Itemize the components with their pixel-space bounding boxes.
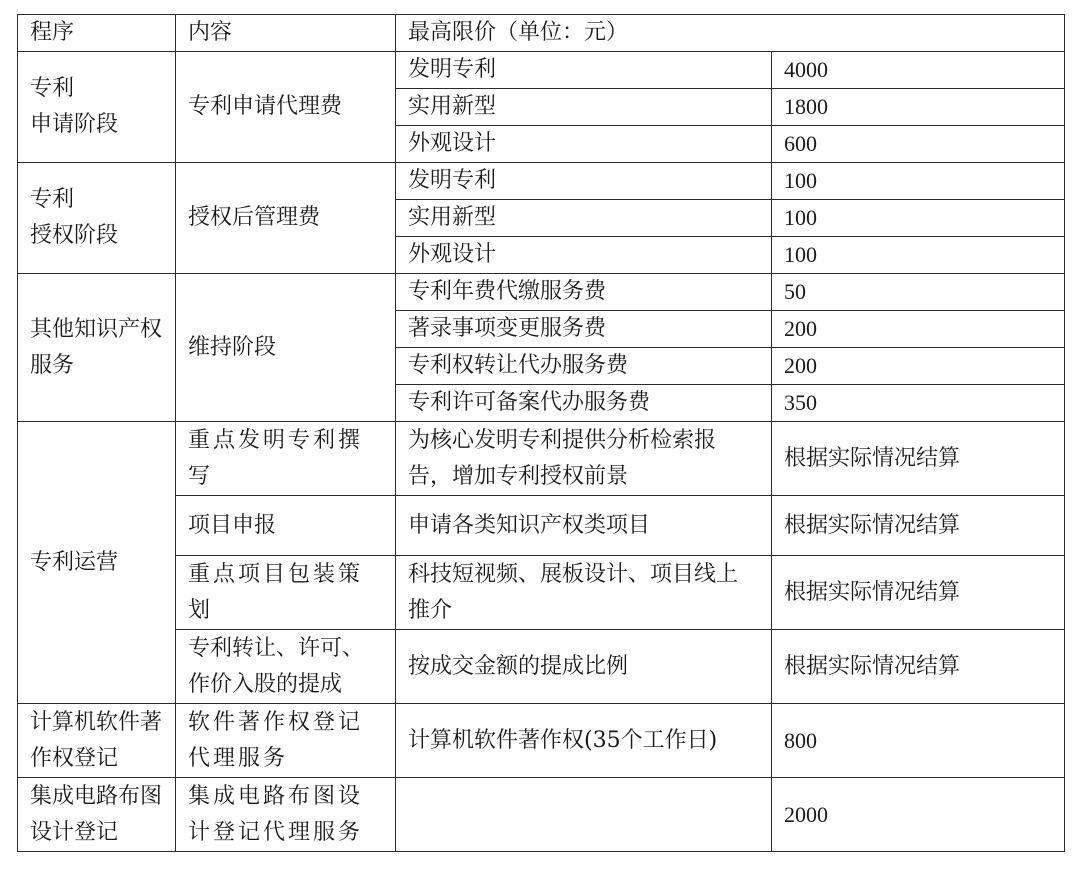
value-cell: 4000 <box>772 52 1065 89</box>
stage-cell-operation: 专利运营 <box>18 422 176 704</box>
content-cell-application: 专利申请代理费 <box>176 52 396 163</box>
item-cell: 著录事项变更服务费 <box>396 311 772 348</box>
table-row <box>18 496 1065 556</box>
item-cell: 科技短视频、展板设计、项目线上推介 <box>396 556 772 630</box>
item-cell: 专利许可备案代办服务费 <box>396 385 772 422</box>
fee-table <box>17 14 1065 852</box>
table-row <box>18 556 1065 630</box>
value-cell: 200 <box>772 348 1065 385</box>
table-row <box>18 274 1065 311</box>
stage-cell-software: 计算机软件著作权登记 <box>18 704 176 778</box>
value-cell: 根据实际情况结算 <box>772 422 1065 496</box>
value-cell: 350 <box>772 385 1065 422</box>
table-row <box>18 422 1065 496</box>
value-cell-ic-layout: 2000 <box>772 778 1065 852</box>
item-cell: 为核心发明专利提供分析检索报告，增加专利授权前景 <box>396 422 772 496</box>
content-cell-ic-layout: 集成电路布图设计登记代理服务 <box>176 778 396 852</box>
header-price: 最高限价（单位：元） <box>396 15 1065 52</box>
value-cell: 1800 <box>772 89 1065 126</box>
item-cell: 发明专利 <box>396 52 772 89</box>
value-cell: 根据实际情况结算 <box>772 496 1065 556</box>
header-row <box>18 15 1065 52</box>
item-cell: 外观设计 <box>396 237 772 274</box>
value-cell: 100 <box>772 163 1065 200</box>
table-row <box>18 52 1065 89</box>
item-cell: 专利年费代缴服务费 <box>396 274 772 311</box>
stage-cell-ic-layout: 集成电路布图设计登记 <box>18 778 176 852</box>
table-row <box>18 778 1065 852</box>
content-cell: 项目申报 <box>176 496 396 556</box>
item-cell-ic-layout <box>396 778 772 852</box>
stage-cell-grant: 专利 授权阶段 <box>18 163 176 274</box>
content-cell: 专利转让、许可、作价入股的提成 <box>176 630 396 704</box>
value-cell: 100 <box>772 237 1065 274</box>
item-cell: 外观设计 <box>396 126 772 163</box>
value-cell-software: 800 <box>772 704 1065 778</box>
item-cell: 申请各类知识产权类项目 <box>396 496 772 556</box>
content-cell-other-ip: 维持阶段 <box>176 274 396 422</box>
value-cell: 200 <box>772 311 1065 348</box>
content-cell: 重点发明专利撰写 <box>176 422 396 496</box>
value-cell: 100 <box>772 200 1065 237</box>
stage-cell-other-ip: 其他知识产权服务 <box>18 274 176 422</box>
item-cell: 发明专利 <box>396 163 772 200</box>
table-row <box>18 704 1065 778</box>
item-cell: 实用新型 <box>396 89 772 126</box>
header-content: 内容 <box>176 15 396 52</box>
item-cell-software: 计算机软件著作权(35个工作日) <box>396 704 772 778</box>
content-cell-grant: 授权后管理费 <box>176 163 396 274</box>
content-cell: 重点项目包装策划 <box>176 556 396 630</box>
stage-cell-application: 专利 申请阶段 <box>18 52 176 163</box>
value-cell: 600 <box>772 126 1065 163</box>
item-cell: 按成交金额的提成比例 <box>396 630 772 704</box>
value-cell: 根据实际情况结算 <box>772 630 1065 704</box>
header-stage: 程序 <box>18 15 176 52</box>
value-cell: 根据实际情况结算 <box>772 556 1065 630</box>
value-cell: 50 <box>772 274 1065 311</box>
table-row <box>18 630 1065 704</box>
content-cell-software: 软件著作权登记代理服务 <box>176 704 396 778</box>
item-cell: 实用新型 <box>396 200 772 237</box>
table-row <box>18 163 1065 200</box>
item-cell: 专利权转让代办服务费 <box>396 348 772 385</box>
